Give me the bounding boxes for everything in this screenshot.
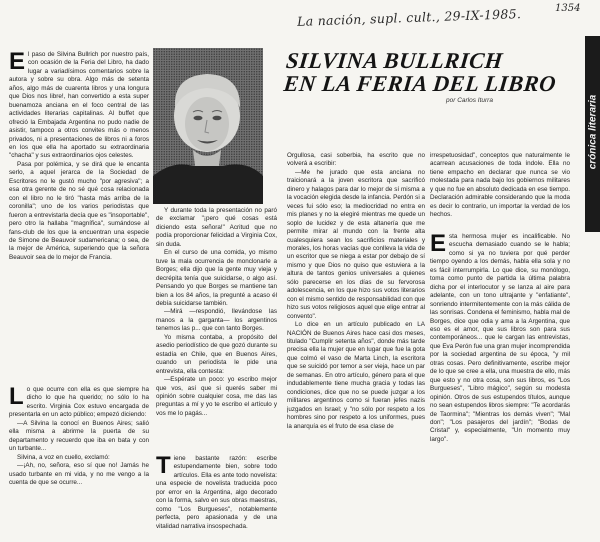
paragraph: —A Silvina la conocí en Buenos Aires; salió ella misma a abrirme la puerta de su departamento y recuerdo que iba en bata y con un turbante... (9, 419, 149, 453)
paragraph: Silvina, a voz en cuello, exclamó: (17, 453, 110, 461)
paragraph: Yo misma contaba, a propósito del asedio periodístico de que gozó durante su estadía en Chile, que en Buenos Aires, cuando un periodista le pide una entrevista, ella contesta: (156, 333, 277, 375)
paragraph: Lo dice en un artículo publicado en LA NACIÓN de Buenos Aires hace casi dos meses, titulado "Cumplir setenta años", donde más tarde precisa ella la mujer que en lugar que fue la gota que colmó el vaso de Marta Linch, la escritora que se suicidó por temor a ser vieja, hace un par de semanas. En otro artículo, género para el que indudablemente tiene mucha gracia y todas las condiciones, dice que no se puede juzgar a los militares argentinos como si fueran jefes nazis juzgados en Israel; y "no sólo por respeto a los hombres sino por respeto a los uniformes, pues la anarquía es el fruto de esa clase de (287, 321, 425, 430)
article-column-2-lower (156, 455, 277, 539)
paragraph: Y durante toda la presentación no paró de exclamar "¡pero qué cosas está diciendo esta señora!" Acritud que no podía proporcionar felicidad a Virginia Cox, sin duda. (156, 207, 277, 248)
paragraph: En el curso de una comida, yo mismo tuve la mala ocurrencia de monclonarle a Borges; ella dijo que la gente muy vieja y decrépita tenía que suicidarse, o algo así. Pensando yo que Borges se mantiene tan bien a los 84 años, la pregunté a acaso él debía suicidarse también. (156, 249, 277, 307)
drop-cap-e: E (9, 51, 26, 75)
article-column-2 (156, 207, 277, 447)
article-column-1-lower (9, 386, 149, 536)
section-label: crónica literaria (587, 94, 599, 170)
article-column-4-lower (430, 233, 570, 538)
paragraph: —¡Ah, no, señora, eso sí que no! Jamás he usado turbante en mi vida, y no me vengo a la cuenta de que se ocurre... (9, 462, 149, 486)
paragraph: —Mirá —respondió, llevándose las manos a la garganta— los argentinos tenemos las p... que con tanto Borges. (156, 308, 277, 333)
article-column-4 (430, 152, 570, 226)
article-title (283, 49, 563, 95)
portrait-image (153, 48, 263, 204)
paragraph: Orgullosa, casi soberbia, ha escrito que no volverá a escribir: (287, 152, 425, 168)
paragraph: l paso de Silvina Bullrich por nuestro país, con ocasión de la Feria del Libro, ha dado lugar a variadísimos comentarios sobre la autora y sobre su obra. Algo más de setenta años, algo más de cuarenta libros y una longura que Dios nos libre!, han convertido a esta super buenamoza anciana en el foco central de las actividades literarias capitalinas. Al buffet que ofreció la Embajada Argentina no pudo nadie de asistir, tampoco a otros convites más o menos privados, ni a presentaciones de libros ni a foros en los que ella ha aportado su extraordinaria "chacha" y sus extraordinarios ojos celestes. (9, 51, 149, 160)
title-line-1: SILVINA BULLRICH (284, 48, 505, 73)
paragraph: —Espérate un poco: yo escribo mejor que vos, así que si querés saber mi opinión sobre cualquier cosa, me das las preguntas a mí y yo te escribo el artículo y vos me lo pagás... (156, 376, 277, 417)
paragraph: o que ocurre con ella es que siempre ha dicho lo que ha querido; no sólo lo ha escrito. Virginia Cox estuvo encargada de presentarla en un acto público; empezó diciendo: (9, 386, 149, 419)
title-line-2: EN LA FERIA DEL LIBRO (282, 71, 558, 96)
handwritten-page-number: 1354 (555, 3, 581, 14)
article-column-1 (9, 51, 149, 378)
handwritten-source-note: La nación, supl. cult., 29-IX-1985. (296, 6, 522, 29)
paragraph: irrespetuosidad", conceptos que naturalmente le acarrean acusaciones de toda índole. Ella no tiene empacho en declarar que nunca se vio molestada para nada bajo los gobiernos militares y que no fue en absoluto dedicada en ese tiempo. Declaración admirable considerando que la moda es decir lo contrario, un importar la verdad de los hechos. (430, 152, 570, 219)
paragraph: sta hermosa mujer es incalificable. No escucha demasiado cuando se le habla; como si ya no tuviera por qué perder tiempo oyendo a los demás, habla ella sola y no es fácil interrumpirla. Lo que dice, su monólogo, toma como punto de partida la última palabra dicha por el interlocutor y se lanza al aire para adelante, con un tono ultrajante y "enfatiante", sonriendo intermitentemente con la más cálida de las sonrisas. Condena el feminismo, habla mal de Borges, dice que odia y ama a la Argentina, que eso es el amor, que sus libros son para sus contemporáneos... que le cargan las entrevistas, que Eva Perón fue una gran mujer incomprendida por la sociedad argentina de su época, "y mil otras cosas. Pero definitivamente, escribe mejor de lo que se cree a ella, una muestra de ello, más que esto y no otra cosa, son sus libros, es "Los Burgueses", "Libro mágico", según su modesta opinión. Otros de sus estupendos títulos, aunque no sean estupendos libros siempre: "Te acordarás de Taormina"; "Mientras los demás viven"; "Mal don"; "Los pasajeros del jardín"; "Bodas de Cristal" y, especialmente, "Un momento muy largo". (430, 233, 570, 443)
paragraph: —Me he jurado que esta anciana no traicionará a la joven escritora que sacrificó dinero y halagos para dar lo mejor de sí misma a la vocación elegida desde la infancia. Perdón si a veces fui sólo eso; la mediocridad no entra en mis planes y no la elegiré mientras me quede un soplo de lucidez y de esta altanería que me permite mirar al mundo con la frente alta cualesquiera sean los sacrificios materiales y morales, los horas vacías que conlleva la vida de un escritor que se niega a estar por debajo de sí mismo y que Dios no quiso que estuviera a la altura de tantos genios universales a quienes sólo parecerse en los días de su fervorosa adolescencia, en los que hizo sus votos literarios con el mismo sentido de responsabilidad con que hizo sus votos religiosos aquel que elige entrar al convento". (287, 168, 425, 320)
drop-cap-t: T (156, 455, 171, 479)
paragraph: Pasa por polémica, y se dirá que le encanta serlo, a aquel jerarca de la Sociedad de Escritores no le gustó mucho "por agresiva"; a esa otra gerente de no sé qué cosa relacionada con el libro no le tiró "hasta más arriba de la coronilla"; uno de los varios periodistas que fueron a entrevistarla decía que es "insoportable", pero otro la hallaba "magnífica", sumándose al fans-club de los que la encuentran una especie de Simone de Beauvoir sudamericana; o sea, de la mejor de América, superiendo que la señora Beauvoir sea de lo mejor de Francia. (9, 160, 149, 261)
byline: por Carlos Iturra (446, 97, 493, 104)
article-column-3 (287, 152, 425, 540)
author-photo (153, 48, 263, 204)
drop-cap-e2: E (430, 233, 447, 257)
paragraph: iene bastante razón: escribe estupendamente bien, sobre todo artículos. Ella es ante todo novelista: una especie de novelista traducida poco por error en la Argentina, algo decorado con la forma, salvo en sus obras maestras, como "Los Burgueses", notablemente perfecta, pero apasionada y de una vitalidad narrativa insospechada. (156, 455, 277, 530)
section-tab (585, 36, 600, 232)
drop-cap-l: L (9, 386, 24, 410)
